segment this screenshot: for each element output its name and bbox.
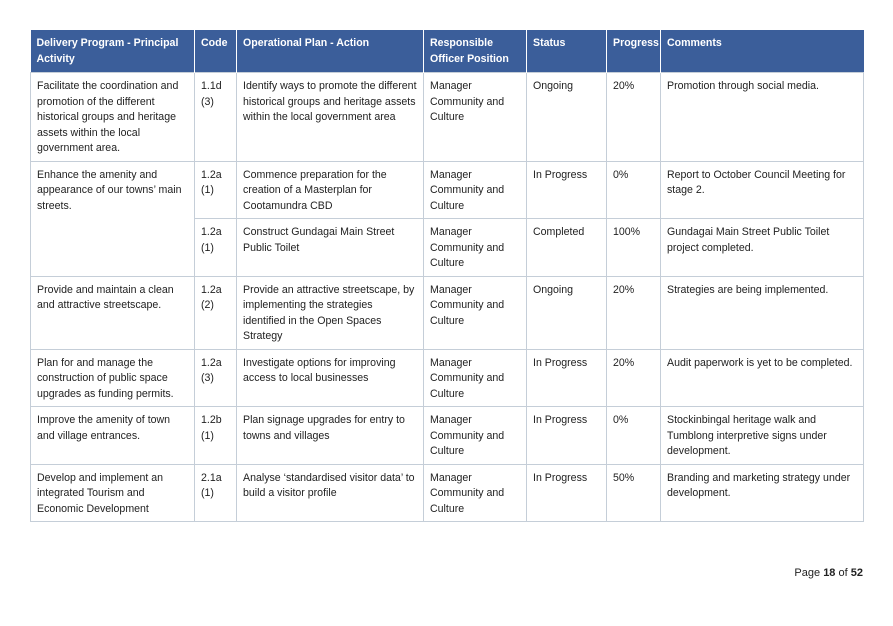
cell-activity: Enhance the amenity and appearance of our towns’ main streets. <box>31 161 195 276</box>
cell-activity: Develop and implement an integrated Tourism and Economic Development <box>31 464 195 522</box>
cell-comments: Gundagai Main Street Public Toilet project completed. <box>661 219 864 277</box>
cell-comments: Report to October Council Meeting for stage 2. <box>661 161 864 219</box>
cell-status: In Progress <box>527 464 607 522</box>
header-comments: Comments <box>661 30 864 73</box>
table-row <box>31 73 864 162</box>
cell-action: Plan signage upgrades for entry to towns and villages <box>237 407 424 465</box>
cell-action: Analyse ‘standardised visitor data’ to build a visitor profile <box>237 464 424 522</box>
cell-activity: Provide and maintain a clean and attractive streetscape. <box>31 276 195 349</box>
page-footer <box>794 567 863 579</box>
cell-code: 1.2a (3) <box>195 349 237 407</box>
page-of-label: of <box>838 567 848 579</box>
cell-action: Provide an attractive streetscape, by implementing the strategies identified in the Open Spaces Strategy <box>237 276 424 349</box>
header-code: Code <box>195 30 237 73</box>
cell-status: Ongoing <box>527 73 607 162</box>
cell-officer: Manager Community and Culture <box>424 407 527 465</box>
cell-code: 1.2a (1) <box>195 219 237 277</box>
table-row <box>31 464 864 522</box>
cell-progress: 0% <box>607 161 661 219</box>
cell-code: 1.2a (1) <box>195 161 237 219</box>
table-row <box>31 276 864 349</box>
cell-code: 1.2a (2) <box>195 276 237 349</box>
page-label: Page <box>794 567 821 579</box>
table-header-row <box>31 30 864 73</box>
cell-comments: Stockinbingal heritage walk and Tumblong interpretive signs under development. <box>661 407 864 465</box>
cell-officer: Manager Community and Culture <box>424 73 527 162</box>
cell-comments: Strategies are being implemented. <box>661 276 864 349</box>
cell-status: In Progress <box>527 407 607 465</box>
cell-code: 1.1d (3) <box>195 73 237 162</box>
cell-code: 1.2b (1) <box>195 407 237 465</box>
cell-activity: Plan for and manage the construction of public space upgrades as funding permits. <box>31 349 195 407</box>
cell-activity: Improve the amenity of town and village entrances. <box>31 407 195 465</box>
cell-officer: Manager Community and Culture <box>424 219 527 277</box>
cell-action: Construct Gundagai Main Street Public Toilet <box>237 219 424 277</box>
cell-comments: Audit paperwork is yet to be completed. <box>661 349 864 407</box>
cell-officer: Manager Community and Culture <box>424 349 527 407</box>
table-row <box>31 161 864 219</box>
header-officer: Responsible Officer Position <box>424 30 527 73</box>
cell-progress: 20% <box>607 276 661 349</box>
cell-officer: Manager Community and Culture <box>424 161 527 219</box>
cell-progress: 100% <box>607 219 661 277</box>
cell-progress: 20% <box>607 349 661 407</box>
header-action: Operational Plan - Action <box>237 30 424 73</box>
cell-comments: Branding and marketing strategy under development. <box>661 464 864 522</box>
cell-action: Identify ways to promote the different historical groups and heritage assets within the local government area <box>237 73 424 162</box>
operational-plan-table <box>30 30 864 522</box>
cell-officer: Manager Community and Culture <box>424 464 527 522</box>
cell-status: Ongoing <box>527 276 607 349</box>
cell-code: 2.1a (1) <box>195 464 237 522</box>
cell-officer: Manager Community and Culture <box>424 276 527 349</box>
table-row <box>31 349 864 407</box>
cell-action: Commence preparation for the creation of a Masterplan for Cootamundra CBD <box>237 161 424 219</box>
cell-progress: 50% <box>607 464 661 522</box>
cell-progress: 20% <box>607 73 661 162</box>
cell-status: In Progress <box>527 161 607 219</box>
header-status: Status <box>527 30 607 73</box>
cell-status: Completed <box>527 219 607 277</box>
page-current: 18 <box>823 567 836 579</box>
header-activity: Delivery Program - Principal Activity <box>31 30 195 73</box>
page-total: 52 <box>850 567 863 579</box>
cell-progress: 0% <box>607 407 661 465</box>
cell-comments: Promotion through social media. <box>661 73 864 162</box>
table-row <box>31 407 864 465</box>
cell-action: Investigate options for improving access to local businesses <box>237 349 424 407</box>
cell-activity: Facilitate the coordination and promotion of the different historical groups and heritage assets within the local government area. <box>31 73 195 162</box>
cell-status: In Progress <box>527 349 607 407</box>
header-progress: Progress <box>607 30 661 73</box>
